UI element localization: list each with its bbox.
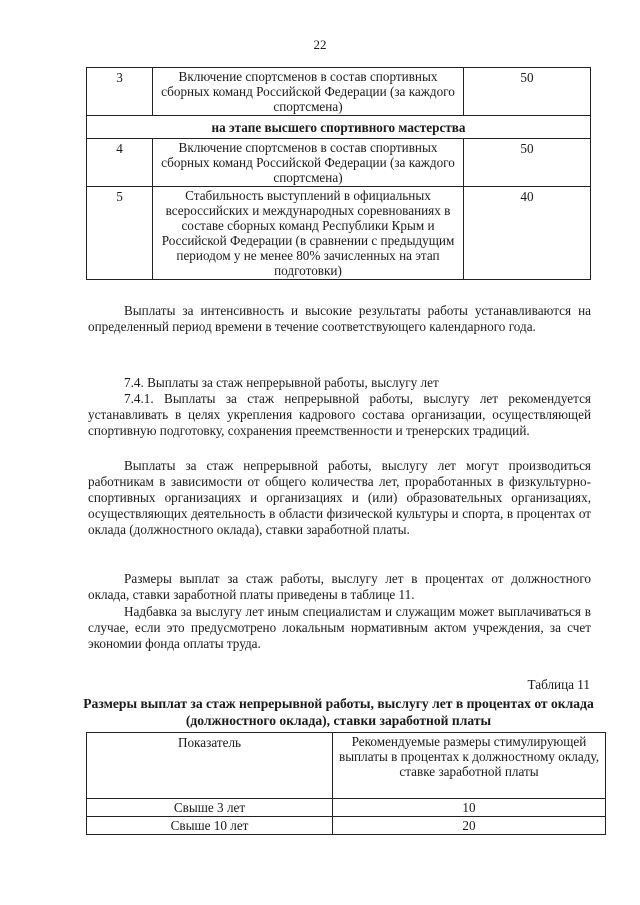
page-number: 22 — [313, 37, 327, 52]
header-indicator: Показатель — [87, 733, 333, 799]
row-description: Включение спортсменов в состав спортивных сборных команд Российской Федерации (за каждого спортсмена) — [153, 139, 464, 187]
table-row — [87, 187, 591, 280]
section-heading: на этапе высшего спортивного мастерства — [87, 116, 591, 139]
performance-criteria-table — [86, 67, 591, 280]
table-row — [87, 139, 591, 187]
row-number: 3 — [87, 68, 153, 116]
row-description: Стабильность выступлений в официальных всероссийских и международных соревнованиях в составе сборных команд Республики Крым и Российской Федерации (в сравнении с предыдущим периодом у не менее 80% зачисленных на этап подготовки) — [153, 187, 464, 280]
row-description: Включение спортсменов в состав спортивных сборных команд Российской Федерации (за каждого спортсмена) — [153, 68, 464, 116]
table-title: Размеры выплат за стаж непрерывной работы, выслугу лет в процентах от оклада (должностного оклада), ставки заработной платы — [83, 696, 594, 728]
paragraph-allowance: Надбавка за выслугу лет иным специалистам и служащим может выплачиваться в случае, если это предусмотрено локальным нормативным актом учреждения, за счет экономии фонда оплаты труда. — [88, 604, 591, 651]
table-row — [87, 68, 591, 116]
row-value: 10 — [333, 799, 606, 817]
paragraph-7-4-1: 7.4.1. Выплаты за стаж непрерывной работы, выслугу лет рекомендуется устанавливать в целях укрепления кадрового состава организации, осуществляющей спортивную подготовку, сохранения преемственности и тренерских традиций. — [88, 391, 591, 438]
table-row — [87, 817, 606, 835]
header-value: Рекомендуемые размеры стимулирующей выплаты в процентах к должностному окладу, ставке заработной платы — [333, 733, 606, 799]
row-value: 50 — [464, 68, 591, 116]
table-row — [87, 799, 606, 817]
row-value: 50 — [464, 139, 591, 187]
paragraph-intensity-payments: Выплаты за интенсивность и высокие результаты работы устанавливаются на определенный период времени в течение соответствующего календарного года. — [88, 303, 591, 334]
seniority-table — [86, 732, 606, 835]
row-number: 5 — [87, 187, 153, 280]
paragraph-payment-sizes: Размеры выплат за стаж работы, выслугу лет в процентах от должностного оклада, ставки заработной платы приведены в таблице 11. — [88, 571, 591, 602]
table-section-row — [87, 116, 591, 139]
table-caption: Таблица 11 — [527, 677, 590, 692]
row-label: Свыше 10 лет — [87, 817, 333, 835]
row-value: 40 — [464, 187, 591, 280]
row-label: Свыше 3 лет — [87, 799, 333, 817]
row-value: 20 — [333, 817, 606, 835]
section-heading-7-4: 7.4. Выплаты за стаж непрерывной работы, выслугу лет — [124, 375, 439, 390]
row-number: 4 — [87, 139, 153, 187]
table-header-row — [87, 733, 606, 799]
paragraph-seniority-payments: Выплаты за стаж непрерывной работы, выслугу лет могут производиться работникам в зависимости от общего количества лет, проработанных в физкультурно-спортивных организациях и организациях и (или) образовательных организациях, осуществляющих деятельность в области физической культуры и спорта, в процентах от оклада (должностного оклада), ставки заработной платы. — [88, 458, 591, 537]
